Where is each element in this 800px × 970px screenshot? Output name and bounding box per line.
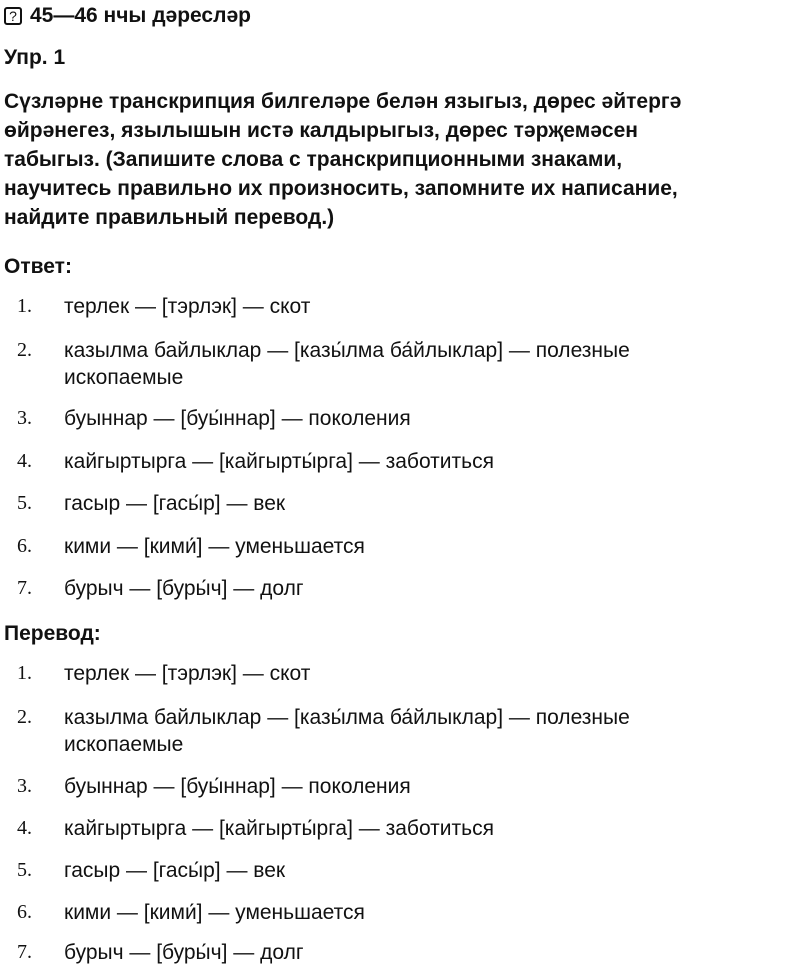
item-number: 3. <box>17 407 32 429</box>
task-line: Сүзләрне транскрипция билгеләре белән языгыз, дөрес әйтергә <box>4 90 682 113</box>
item-text: бурыч — [буры́ч] — долг <box>64 577 304 600</box>
list-item <box>0 490 764 517</box>
item-number: 6. <box>17 535 32 557</box>
item-text: бурыч — [буры́ч] — долг <box>64 941 304 964</box>
item-number: 3. <box>17 775 32 797</box>
list-item <box>0 405 764 432</box>
list-item <box>0 337 744 391</box>
list-item <box>0 660 764 687</box>
item-text: терлек — [тэрлэк] — скот <box>64 662 311 685</box>
item-number: 5. <box>17 859 32 881</box>
lesson-title: 45—46 нчы дәресләр <box>30 4 251 27</box>
item-number: 5. <box>17 492 32 514</box>
list-item <box>0 857 764 884</box>
item-number: 2. <box>17 706 32 728</box>
item-text: казылма байлыклар — [казы́лма ба́йлыклар] — полезные ископаемые <box>64 706 630 756</box>
item-text: гасыр — [гасы́р] — век <box>64 859 286 882</box>
task-line: найдите правильный перевод.) <box>4 206 335 229</box>
item-number: 1. <box>17 295 32 317</box>
item-number: 7. <box>17 941 32 963</box>
list-item <box>0 575 764 602</box>
list-item <box>0 448 764 475</box>
item-text: терлек — [тэрлэк] — скот <box>64 295 311 318</box>
item-text: гасыр — [гасы́р] — век <box>64 492 286 515</box>
item-number: 1. <box>17 662 32 684</box>
item-number: 6. <box>17 901 32 923</box>
lesson-header <box>4 2 251 30</box>
list-item <box>0 704 744 758</box>
list-item <box>0 533 764 560</box>
item-number: 4. <box>17 450 32 472</box>
task-line: научитесь правильно их произносить, запомните их написание, <box>4 177 678 200</box>
translation-heading: Перевод: <box>4 622 101 645</box>
answer-heading: Ответ: <box>4 255 72 278</box>
question-box-icon[interactable]: ? <box>4 7 22 25</box>
exercise-label: Упр. 1 <box>4 46 66 69</box>
list-item <box>0 773 764 800</box>
task-line: табыгыз. (Запишите слова с транскрипционными знаками, <box>4 148 623 171</box>
list-item <box>0 899 764 926</box>
item-text: буыннар — [буы́ннар] — поколения <box>64 407 411 430</box>
task-line: өйрәнегез, язылышын истә калдырыгыз, дөрес тәрҗемәсен <box>4 119 638 142</box>
list-item <box>0 815 764 842</box>
item-text: кайгыртырга — [кайгырты́рга] — заботиться <box>64 817 494 840</box>
item-text: казылма байлыклар — [казы́лма ба́йлыклар] — полезные ископаемые <box>64 339 630 389</box>
item-text: кайгыртырга — [кайгырты́рга] — заботиться <box>64 450 494 473</box>
item-number: 2. <box>17 339 32 361</box>
item-text: кими — [кими́] — уменьшается <box>64 535 365 558</box>
exercise-task <box>4 87 796 232</box>
item-number: 7. <box>17 577 32 599</box>
list-item <box>0 939 764 966</box>
item-text: буыннар — [буы́ннар] — поколения <box>64 775 411 798</box>
item-number: 4. <box>17 817 32 839</box>
list-item <box>0 293 764 320</box>
item-text: кими — [кими́] — уменьшается <box>64 901 365 924</box>
